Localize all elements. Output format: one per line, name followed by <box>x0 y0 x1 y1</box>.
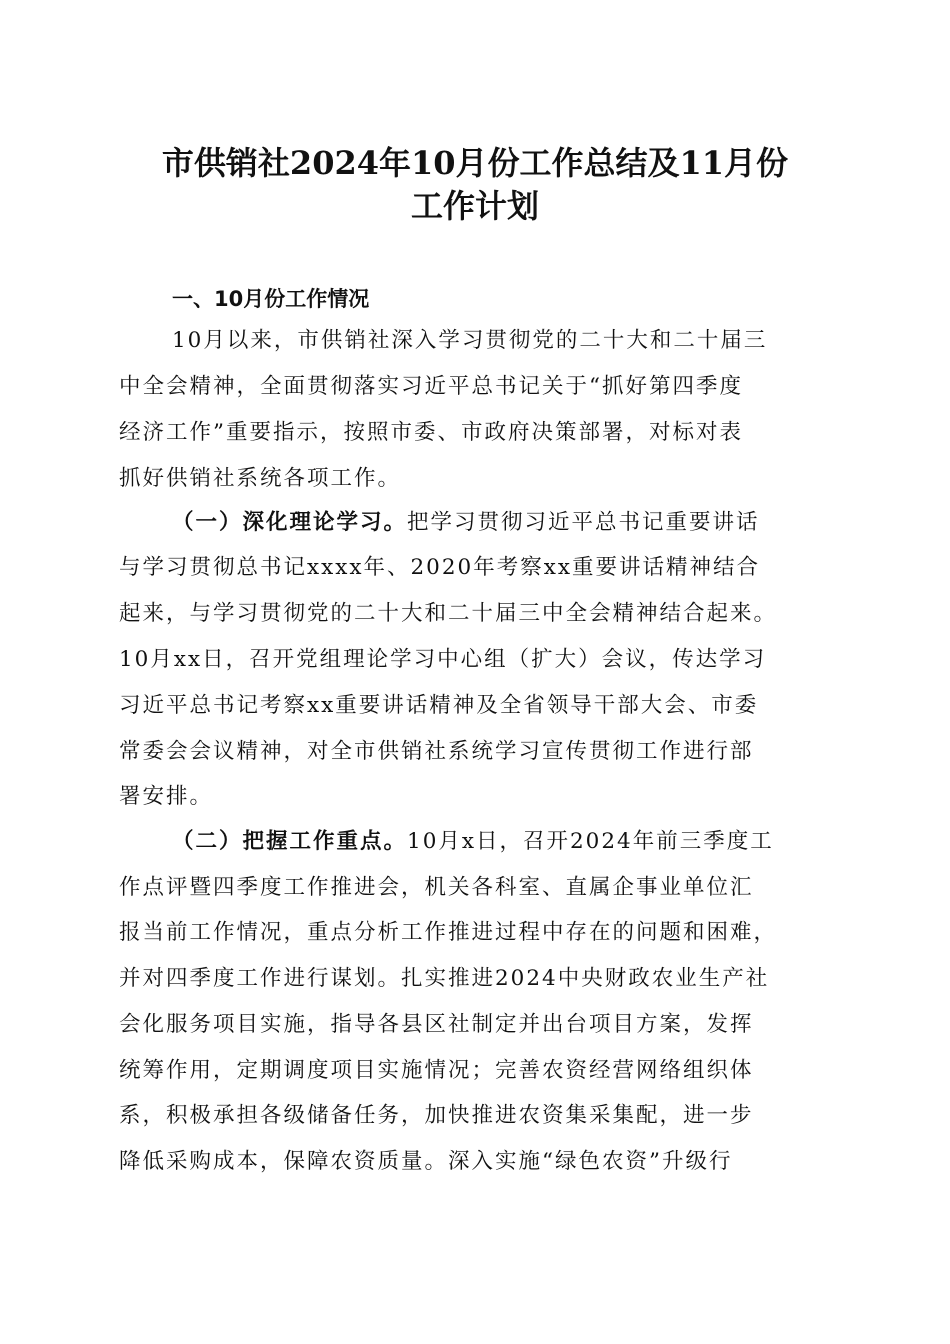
paragraph-line: 署安排。 <box>119 784 214 809</box>
paragraph-line: 系，积极承担各级储备任务，加快推进农资集采集配，进一步 <box>119 1103 754 1128</box>
paragraph-line: 并对四季度工作进行谋划。扎实推进2024中央财政农业生产社 <box>119 966 770 991</box>
paragraph-line: 经济工作”重要指示，按照市委、市政府决策部署，对标对表 <box>119 420 743 445</box>
paragraph-line: 10月xx日，召开党组理论学习中心组（扩大）会议，传达学习 <box>119 647 767 672</box>
paragraph-line-subsection-1 <box>172 508 849 538</box>
paragraph-text: 10月x日，召开2024年前三季度工 <box>407 829 774 854</box>
paragraph-line: 作点评暨四季度工作推进会，机关各科室、直属企事业单位汇 <box>119 875 754 900</box>
paragraph-line: 报当前工作情况，重点分析工作推进过程中存在的问题和困难， <box>119 920 778 945</box>
paragraph-line: 10月以来，市供销社深入学习贯彻党的二十大和二十届三 <box>172 328 768 353</box>
paragraph-line: 中全会精神，全面贯彻落实习近平总书记关于“抓好第四季度 <box>119 374 743 399</box>
paragraph-line: 常委会会议精神，对全市供销社系统学习宣传贯彻工作进行部 <box>119 739 754 764</box>
document-title-line-2: 工作计划 <box>410 187 539 225</box>
document-title-line-1: 市供销社2024年10月份工作总结及11月份 <box>161 144 789 182</box>
subsection-1-label: （一）深化理论学习。 <box>172 510 408 535</box>
paragraph-line: 习近平总书记考察xx重要讲话精神及全省领导干部大会、市委 <box>119 693 759 718</box>
paragraph-line-subsection-2 <box>172 827 849 857</box>
paragraph-line: 降低采购成本，保障农资质量。深入实施“绿色农资”升级行 <box>119 1149 733 1174</box>
section-heading-october-work: 一、10月份工作情况 <box>172 287 370 311</box>
paragraph-line: 会化服务项目实施，指导各县区社制定并出台项目方案，发挥 <box>119 1012 754 1037</box>
subsection-2-label: （二）把握工作重点。 <box>172 829 408 854</box>
paragraph-line: 抓好供销社系统各项工作。 <box>119 466 402 491</box>
paragraph-line: 统筹作用，定期调度项目实施情况；完善农资经营网络组织体 <box>119 1058 754 1083</box>
paragraph-line: 起来，与学习贯彻党的二十大和二十届三中全会精神结合起来。 <box>119 601 778 626</box>
paragraph-line: 与学习贯彻总书记xxxx年、2020年考察xx重要讲话精神结合 <box>119 555 760 580</box>
paragraph-text: 把学习贯彻习近平总书记重要讲话 <box>407 510 760 535</box>
